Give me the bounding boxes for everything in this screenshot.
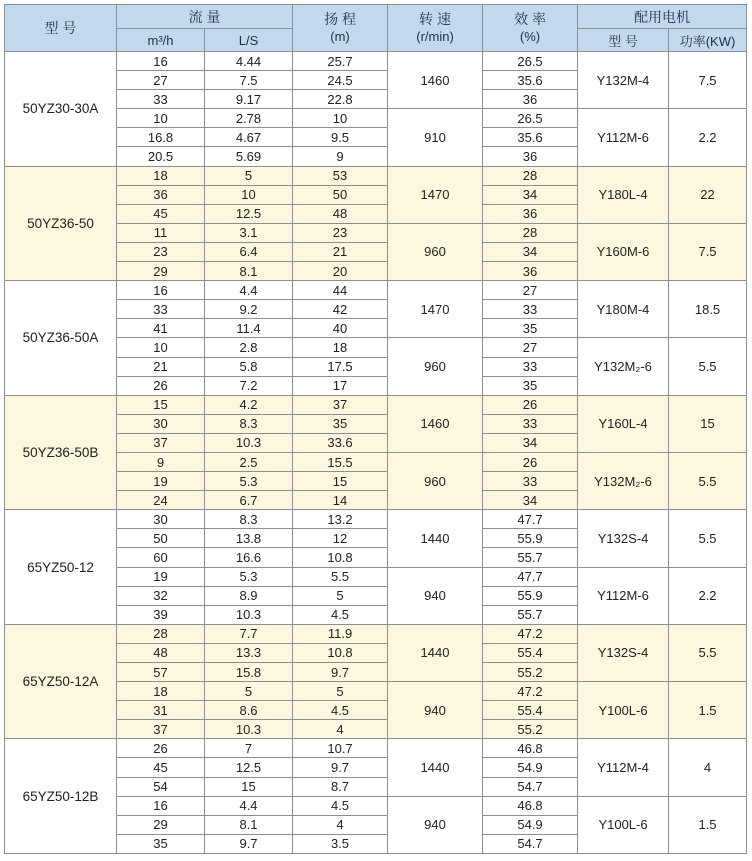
motor-power-cell: 5.5	[669, 510, 747, 567]
col-header-motor-power: 功率(KW)	[669, 29, 747, 52]
efficiency-cell: 34	[483, 433, 578, 452]
efficiency-cell: 55.9	[483, 529, 578, 548]
flow-m3h-cell: 37	[117, 720, 205, 739]
flow-ls-cell: 4.2	[205, 395, 293, 414]
flow-m3h-cell: 30	[117, 414, 205, 433]
flow-m3h-cell: 60	[117, 548, 205, 567]
motor-model-cell: Y160L-4	[578, 395, 669, 452]
efficiency-cell: 26	[483, 452, 578, 471]
efficiency-cell: 47.7	[483, 567, 578, 586]
flow-ls-cell: 4.67	[205, 128, 293, 147]
head-cell: 4	[293, 815, 388, 834]
flow-ls-cell: 11.4	[205, 319, 293, 338]
flow-ls-cell: 4.44	[205, 52, 293, 71]
col-header-head	[293, 5, 388, 52]
head-cell: 9.7	[293, 758, 388, 777]
head-cell: 48	[293, 204, 388, 223]
motor-model-cell: Y132M₂-6	[578, 338, 669, 395]
efficiency-cell: 36	[483, 204, 578, 223]
flow-m3h-cell: 19	[117, 567, 205, 586]
flow-ls-cell: 5.8	[205, 357, 293, 376]
flow-m3h-cell: 36	[117, 185, 205, 204]
head-cell: 14	[293, 491, 388, 510]
table-row	[5, 796, 747, 815]
table-row	[5, 682, 747, 701]
flow-m3h-cell: 9	[117, 452, 205, 471]
flow-m3h-cell: 54	[117, 777, 205, 796]
flow-ls-cell: 2.5	[205, 452, 293, 471]
head-cell: 3.5	[293, 834, 388, 853]
flow-m3h-cell: 33	[117, 300, 205, 319]
table-row	[5, 624, 747, 643]
head-cell: 9.5	[293, 128, 388, 147]
col-header-flow-ls: L/S	[205, 29, 293, 52]
flow-ls-cell: 5	[205, 166, 293, 185]
flow-m3h-cell: 45	[117, 204, 205, 223]
motor-power-cell: 2.2	[669, 567, 747, 624]
efficiency-cell: 33	[483, 300, 578, 319]
head-cell: 5	[293, 586, 388, 605]
flow-ls-cell: 8.6	[205, 701, 293, 720]
head-label: 扬 程	[324, 11, 356, 27]
head-cell: 4.5	[293, 701, 388, 720]
speed-cell: 960	[388, 338, 483, 395]
motor-model-cell: Y112M-4	[578, 739, 669, 796]
flow-ls-cell: 9.2	[205, 300, 293, 319]
head-cell: 33.6	[293, 433, 388, 452]
motor-model-cell: Y112M-6	[578, 109, 669, 166]
head-cell: 12	[293, 529, 388, 548]
head-cell: 25.7	[293, 52, 388, 71]
motor-power-cell: 5.5	[669, 624, 747, 681]
table-row	[5, 223, 747, 242]
motor-model-cell: Y100L-6	[578, 796, 669, 853]
flow-m3h-cell: 10	[117, 338, 205, 357]
flow-m3h-cell: 16	[117, 281, 205, 300]
efficiency-cell: 28	[483, 166, 578, 185]
efficiency-cell: 35	[483, 319, 578, 338]
flow-m3h-cell: 15	[117, 395, 205, 414]
flow-m3h-cell: 29	[117, 262, 205, 281]
table-row	[5, 281, 747, 300]
flow-m3h-cell: 10	[117, 109, 205, 128]
head-cell: 22.8	[293, 90, 388, 109]
efficiency-cell: 47.2	[483, 624, 578, 643]
flow-m3h-cell: 20.5	[117, 147, 205, 166]
efficiency-cell: 33	[483, 414, 578, 433]
head-cell: 10.8	[293, 548, 388, 567]
head-cell: 15.5	[293, 452, 388, 471]
speed-cell: 940	[388, 682, 483, 739]
head-cell: 4.5	[293, 796, 388, 815]
flow-m3h-cell: 45	[117, 758, 205, 777]
flow-ls-cell: 5.3	[205, 567, 293, 586]
motor-model-cell: Y100L-6	[578, 682, 669, 739]
speed-cell: 1470	[388, 281, 483, 338]
pump-spec-table	[4, 4, 747, 854]
head-cell: 53	[293, 166, 388, 185]
flow-ls-cell: 6.7	[205, 491, 293, 510]
flow-m3h-cell: 16	[117, 52, 205, 71]
efficiency-cell: 54.7	[483, 777, 578, 796]
table-row	[5, 739, 747, 758]
efficiency-cell: 36	[483, 262, 578, 281]
head-cell: 8.7	[293, 777, 388, 796]
col-header-model: 型 号	[5, 5, 117, 52]
table-header	[5, 5, 747, 52]
efficiency-cell: 47.7	[483, 510, 578, 529]
flow-ls-cell: 7.5	[205, 71, 293, 90]
col-header-flow-m3h: m³/h	[117, 29, 205, 52]
head-cell: 17	[293, 376, 388, 395]
flow-m3h-cell: 29	[117, 815, 205, 834]
efficiency-cell: 34	[483, 491, 578, 510]
flow-m3h-cell: 18	[117, 682, 205, 701]
head-cell: 23	[293, 223, 388, 242]
table-row	[5, 338, 747, 357]
motor-power-cell: 7.5	[669, 223, 747, 280]
flow-ls-cell: 4.4	[205, 281, 293, 300]
efficiency-cell: 55.4	[483, 701, 578, 720]
flow-m3h-cell: 50	[117, 529, 205, 548]
motor-power-cell: 1.5	[669, 682, 747, 739]
flow-ls-cell: 8.9	[205, 586, 293, 605]
flow-ls-cell: 3.1	[205, 223, 293, 242]
flow-ls-cell: 6.4	[205, 242, 293, 261]
table-row	[5, 510, 747, 529]
flow-ls-cell: 13.3	[205, 643, 293, 662]
head-cell: 11.9	[293, 624, 388, 643]
head-cell: 35	[293, 414, 388, 433]
flow-ls-cell: 7.7	[205, 624, 293, 643]
flow-ls-cell: 15	[205, 777, 293, 796]
head-cell: 17.5	[293, 357, 388, 376]
flow-m3h-cell: 24	[117, 491, 205, 510]
flow-m3h-cell: 48	[117, 643, 205, 662]
efficiency-cell: 33	[483, 472, 578, 491]
efficiency-cell: 46.8	[483, 739, 578, 758]
efficiency-cell: 54.9	[483, 758, 578, 777]
flow-ls-cell: 5	[205, 682, 293, 701]
motor-power-cell: 7.5	[669, 52, 747, 109]
flow-m3h-cell: 35	[117, 834, 205, 853]
col-header-flow: 流 量	[117, 5, 293, 29]
motor-power-cell: 18.5	[669, 281, 747, 338]
flow-m3h-cell: 16.8	[117, 128, 205, 147]
efficiency-unit: (%)	[519, 29, 541, 44]
motor-power-cell: 5.5	[669, 338, 747, 395]
flow-ls-cell: 15.8	[205, 663, 293, 682]
efficiency-cell: 47.2	[483, 682, 578, 701]
efficiency-cell: 33	[483, 357, 578, 376]
flow-m3h-cell: 11	[117, 223, 205, 242]
motor-power-cell: 2.2	[669, 109, 747, 166]
head-cell: 40	[293, 319, 388, 338]
speed-cell: 940	[388, 796, 483, 853]
motor-power-cell: 4	[669, 739, 747, 796]
flow-m3h-cell: 27	[117, 71, 205, 90]
efficiency-cell: 28	[483, 223, 578, 242]
model-cell: 65YZ50-12B	[5, 739, 117, 854]
efficiency-cell: 54.9	[483, 815, 578, 834]
motor-model-cell: Y132S-4	[578, 624, 669, 681]
flow-m3h-cell: 28	[117, 624, 205, 643]
flow-m3h-cell: 57	[117, 663, 205, 682]
efficiency-cell: 36	[483, 90, 578, 109]
head-cell: 4	[293, 720, 388, 739]
speed-cell: 910	[388, 109, 483, 166]
flow-m3h-cell: 37	[117, 433, 205, 452]
flow-ls-cell: 7	[205, 739, 293, 758]
efficiency-cell: 26.5	[483, 52, 578, 71]
speed-cell: 1460	[388, 52, 483, 109]
efficiency-cell: 55.9	[483, 586, 578, 605]
model-cell: 50YZ36-50	[5, 166, 117, 281]
motor-power-cell: 22	[669, 166, 747, 223]
col-header-speed	[388, 5, 483, 52]
flow-ls-cell: 7.2	[205, 376, 293, 395]
motor-model-cell: Y112M-6	[578, 567, 669, 624]
flow-m3h-cell: 33	[117, 90, 205, 109]
table-row	[5, 567, 747, 586]
head-cell: 24.5	[293, 71, 388, 90]
flow-ls-cell: 4.4	[205, 796, 293, 815]
model-cell: 50YZ30-30A	[5, 52, 117, 167]
speed-cell: 1440	[388, 510, 483, 567]
efficiency-cell: 54.7	[483, 834, 578, 853]
flow-ls-cell: 16.6	[205, 548, 293, 567]
speed-cell: 1440	[388, 739, 483, 796]
speed-cell: 1440	[388, 624, 483, 681]
speed-unit: (r/min)	[416, 29, 454, 44]
motor-power-cell: 5.5	[669, 452, 747, 509]
efficiency-cell: 34	[483, 185, 578, 204]
efficiency-cell: 27	[483, 338, 578, 357]
flow-ls-cell: 8.1	[205, 815, 293, 834]
head-cell: 13.2	[293, 510, 388, 529]
col-header-efficiency	[483, 5, 578, 52]
efficiency-cell: 35.6	[483, 71, 578, 90]
motor-model-cell: Y132S-4	[578, 510, 669, 567]
flow-m3h-cell: 39	[117, 605, 205, 624]
flow-m3h-cell: 23	[117, 242, 205, 261]
speed-label: 转 速	[419, 11, 451, 27]
head-cell: 44	[293, 281, 388, 300]
head-cell: 20	[293, 262, 388, 281]
head-cell: 10.8	[293, 643, 388, 662]
speed-cell: 960	[388, 452, 483, 509]
flow-ls-cell: 8.1	[205, 262, 293, 281]
col-header-motor: 配用电机	[578, 5, 747, 29]
flow-m3h-cell: 16	[117, 796, 205, 815]
efficiency-cell: 55.7	[483, 548, 578, 567]
flow-ls-cell: 8.3	[205, 414, 293, 433]
efficiency-cell: 55.7	[483, 605, 578, 624]
efficiency-cell: 35.6	[483, 128, 578, 147]
table-body	[5, 52, 747, 854]
speed-cell: 1460	[388, 395, 483, 452]
speed-cell: 960	[388, 223, 483, 280]
head-cell: 21	[293, 242, 388, 261]
flow-ls-cell: 8.3	[205, 510, 293, 529]
flow-ls-cell: 5.69	[205, 147, 293, 166]
head-cell: 9.7	[293, 663, 388, 682]
efficiency-cell: 55.4	[483, 643, 578, 662]
flow-ls-cell: 5.3	[205, 472, 293, 491]
table-row	[5, 109, 747, 128]
motor-model-cell: Y180L-4	[578, 166, 669, 223]
flow-m3h-cell: 41	[117, 319, 205, 338]
head-cell: 15	[293, 472, 388, 491]
table-row	[5, 395, 747, 414]
model-cell: 50YZ36-50A	[5, 281, 117, 396]
flow-ls-cell: 2.8	[205, 338, 293, 357]
flow-ls-cell: 9.17	[205, 90, 293, 109]
efficiency-cell: 36	[483, 147, 578, 166]
efficiency-label: 效 率	[514, 11, 546, 27]
efficiency-cell: 35	[483, 376, 578, 395]
flow-m3h-cell: 32	[117, 586, 205, 605]
table-row	[5, 52, 747, 71]
efficiency-cell: 26	[483, 395, 578, 414]
head-cell: 9	[293, 147, 388, 166]
efficiency-cell: 27	[483, 281, 578, 300]
model-cell: 50YZ36-50B	[5, 395, 117, 510]
table-row	[5, 452, 747, 471]
flow-ls-cell: 10.3	[205, 605, 293, 624]
head-cell: 18	[293, 338, 388, 357]
efficiency-cell: 26.5	[483, 109, 578, 128]
model-cell: 65YZ50-12	[5, 510, 117, 625]
flow-m3h-cell: 26	[117, 376, 205, 395]
efficiency-cell: 46.8	[483, 796, 578, 815]
flow-ls-cell: 10.3	[205, 720, 293, 739]
flow-ls-cell: 10.3	[205, 433, 293, 452]
flow-m3h-cell: 18	[117, 166, 205, 185]
flow-ls-cell: 13.8	[205, 529, 293, 548]
head-cell: 5	[293, 682, 388, 701]
speed-cell: 1470	[388, 166, 483, 223]
flow-ls-cell: 9.7	[205, 834, 293, 853]
motor-power-cell: 15	[669, 395, 747, 452]
flow-ls-cell: 2.78	[205, 109, 293, 128]
flow-ls-cell: 12.5	[205, 204, 293, 223]
head-cell: 50	[293, 185, 388, 204]
efficiency-cell: 34	[483, 242, 578, 261]
motor-model-cell: Y132M-4	[578, 52, 669, 109]
motor-model-cell: Y180M-4	[578, 281, 669, 338]
motor-model-cell: Y160M-6	[578, 223, 669, 280]
flow-ls-cell: 10	[205, 185, 293, 204]
flow-m3h-cell: 19	[117, 472, 205, 491]
table-row	[5, 166, 747, 185]
head-cell: 42	[293, 300, 388, 319]
motor-model-cell: Y132M₂-6	[578, 452, 669, 509]
col-header-motor-model: 型 号	[578, 29, 669, 52]
efficiency-cell: 55.2	[483, 720, 578, 739]
flow-m3h-cell: 30	[117, 510, 205, 529]
head-cell: 10.7	[293, 739, 388, 758]
head-unit: (m)	[330, 29, 350, 44]
head-cell: 5.5	[293, 567, 388, 586]
speed-cell: 940	[388, 567, 483, 624]
motor-power-cell: 1.5	[669, 796, 747, 853]
flow-m3h-cell: 26	[117, 739, 205, 758]
head-cell: 4.5	[293, 605, 388, 624]
head-cell: 10	[293, 109, 388, 128]
flow-m3h-cell: 31	[117, 701, 205, 720]
flow-ls-cell: 12.5	[205, 758, 293, 777]
efficiency-cell: 55.2	[483, 663, 578, 682]
head-cell: 37	[293, 395, 388, 414]
flow-m3h-cell: 21	[117, 357, 205, 376]
model-cell: 65YZ50-12A	[5, 624, 117, 739]
